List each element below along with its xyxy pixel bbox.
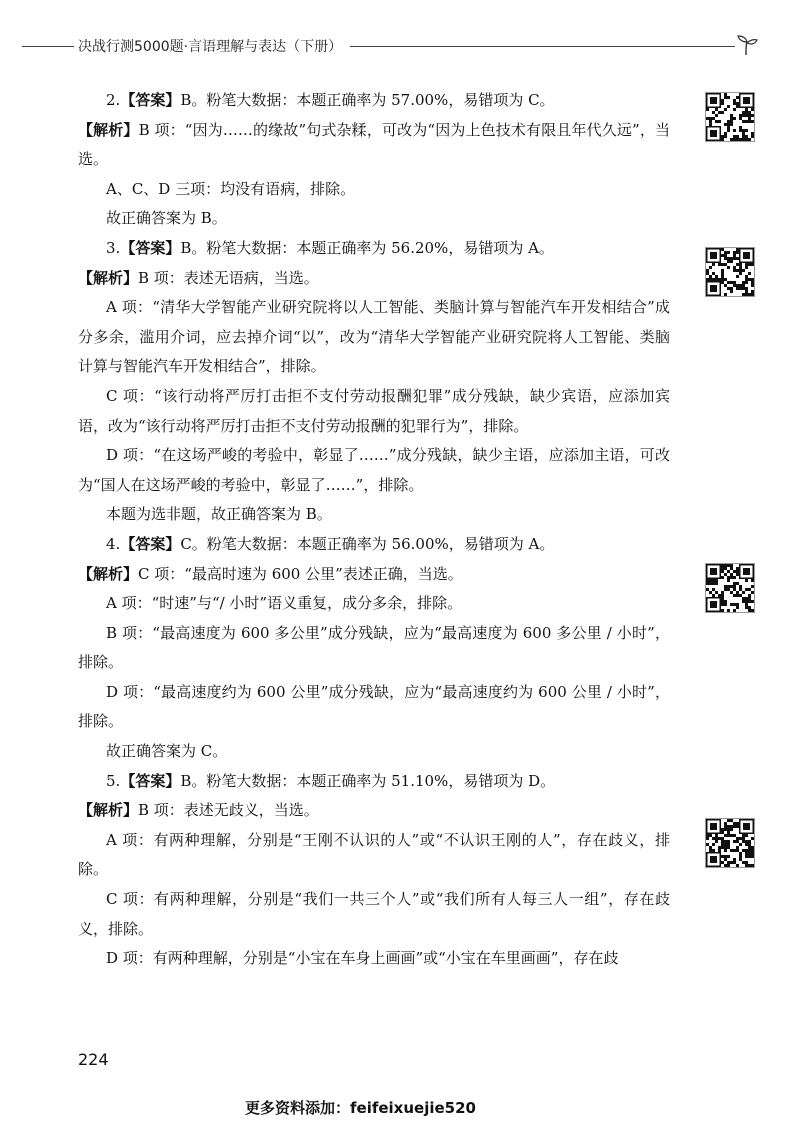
conclusion-line: 故正确答案为 B。 <box>106 209 227 228</box>
header-rule-left <box>22 46 74 47</box>
analysis-paragraph: B 项：“最高速度为 600 多公里”成分残缺，应为“最高速度为 600 多公里 / 小时”，排除。 <box>78 623 670 672</box>
analysis-paragraph: D 项：“在这场严峻的考验中，彰显了……”成分残缺，缺少主语，应添加主语，可改为“国人在这场严峻的考验中，彰显了……”，排除。 <box>78 446 670 494</box>
answer-explanations <box>78 86 670 974</box>
qr-code-question-5[interactable] <box>705 818 755 868</box>
qr-code-icon <box>706 248 754 296</box>
qr-code-question-2[interactable] <box>705 92 755 142</box>
analysis-paragraph: A 项：“时速”与“/ 小时”语义重复，成分多余，排除。 <box>106 594 463 613</box>
qr-code-question-4[interactable] <box>705 563 755 613</box>
qr-code-icon <box>706 564 754 612</box>
analysis-paragraph: D 项：有两种理解，分别是“小宝在车身上画画”或“小宝在车里画画”，存在歧 <box>106 949 619 968</box>
conclusion-line: 故正确答案为 C。 <box>106 742 228 761</box>
running-header <box>0 34 800 60</box>
qr-code-icon <box>706 819 754 867</box>
analysis-line: 【解析】C 项：“最高时速为 600 公里”表述正确，当选。 <box>78 564 463 583</box>
answer-line-q2: 2.【答案】B。粉笔大数据：本题正确率为 57.00%，易错项为 C。 <box>106 91 555 109</box>
analysis-paragraph: C 项：“该行动将严厉打击拒不支付劳动报酬犯罪”成分残缺，缺少宾语，应添加宾语，改为“该行动将严厉打击拒不支付劳动报酬的犯罪行为”，排除。 <box>78 386 670 435</box>
answer-line-q3: 3.【答案】B。粉笔大数据：本题正确率为 56.20%，易错项为 A。 <box>106 238 554 257</box>
analysis-line: 【解析】B 项：表述无歧义，当选。 <box>78 801 319 820</box>
analysis-paragraph: D 项：“最高速度约为 600 公里”成分残缺，应为“最高速度约为 600 公里 / 小时”，排除。 <box>78 682 670 731</box>
header-rule-right <box>350 46 735 47</box>
analysis-paragraph: C 项：有两种理解，分别是“我们一共三个人”或“我们所有人每三人一组”，存在歧义，排除。 <box>78 890 670 938</box>
footer-note: 更多资料添加：feifeixuejie520 <box>245 1099 476 1117</box>
sprout-icon <box>734 34 758 56</box>
qr-code-icon <box>706 93 754 141</box>
page-number: 224 <box>78 1050 109 1069</box>
analysis-line: 【解析】B 项：“因为……的缘故”句式杂糅，可改为“因为上色技术有限且年代久远”，当选。 <box>78 120 670 169</box>
analysis-paragraph: A、C、D 三项：均没有语病，排除。 <box>106 179 356 198</box>
qr-code-question-3[interactable] <box>705 247 755 297</box>
analysis-paragraph: A 项：“清华大学智能产业研究院将以人工智能、类脑计算与智能汽车开发相结合”成分多余，滥用介词，应去掉介词“以”，改为“清华大学智能产业研究院将人工智能、类脑计算与智能汽车开发相结合”，排除。 <box>78 298 670 376</box>
answer-line-q5: 5.【答案】B。粉笔大数据：本题正确率为 51.10%，易错项为 D。 <box>106 771 556 790</box>
answer-line-q4: 4.【答案】C。粉笔大数据：本题正确率为 56.00%，易错项为 A。 <box>106 534 555 553</box>
analysis-paragraph: A 项：有两种理解，分别是“王刚不认识的人”或“不认识王刚的人”，存在歧义，排除。 <box>78 830 670 879</box>
analysis-line: 【解析】B 项：表述无语病，当选。 <box>78 268 319 287</box>
conclusion-line: 本题为选非题，故正确答案为 B。 <box>106 505 332 524</box>
header-title: 决战行测5000题·言语理解与表达（下册） <box>78 39 343 55</box>
